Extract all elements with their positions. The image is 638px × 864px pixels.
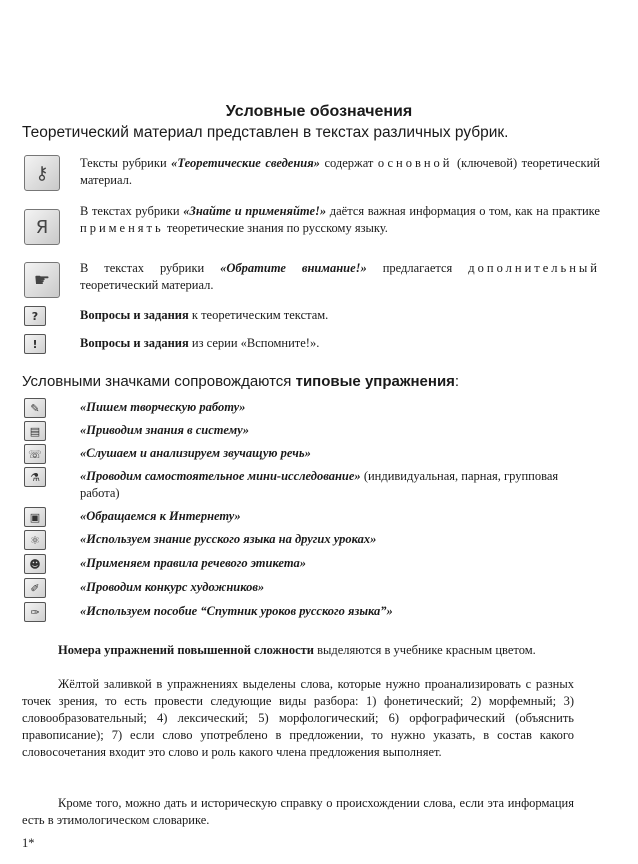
exercise-item: [24, 421, 584, 441]
exercise-item: [24, 554, 584, 574]
paragraph-history: Кроме того, можно дать и историческую справку о происхождении слова, если эта информация есть в этимологическом словарике.: [22, 796, 574, 827]
rubric-theory-text: Тексты рубрики «Теоретические сведения» содержат основной (ключевой) теоретический материал.: [80, 156, 600, 187]
exercise-label: «Обращаемся к Интернету»: [80, 509, 241, 523]
exercise-item: [24, 578, 584, 598]
question-mark-icon: ?: [24, 306, 46, 326]
exercise-label: «Применяем правила речевого этикета»: [80, 556, 307, 570]
letter-ya-icon: Я: [24, 209, 60, 245]
exercises-heading: Условными значками сопровождаются типовые упражнения:: [22, 373, 460, 390]
computer-icon: ▣: [24, 507, 46, 527]
rubric-attention-text: В текстах рубрики «Обратите внимание!» предлагается дополнительный теоретический материал.: [80, 261, 600, 292]
exercise-label: «Проводим самостоятельное мини-исследование» (индивидуальная, парная, групповая работа): [80, 469, 559, 500]
page-title: Условные обозначения: [225, 103, 413, 120]
exercise-label: «Используем знание русского языка на других уроках»: [80, 532, 377, 546]
exercise-label: «Проводим конкурс художников»: [80, 580, 265, 594]
exercise-label: «Пишем творческую работу»: [80, 400, 246, 414]
exercise-item: [24, 398, 584, 418]
exclamation-mark-icon: !: [24, 334, 46, 354]
brush-icon: ✐: [24, 578, 46, 598]
people-icon: ☻: [24, 554, 46, 574]
exercise-label: «Используем пособие “Спутник уроков русского языка”»: [80, 604, 393, 618]
paragraph-yellow-fill: Жёлтой заливкой в упражнениях выделены слова, которые нужно проанализировать с разных точек зрения, то есть провести следующие виды разбора: 1) фонетический; 2) морфемный; 3) словообразовательный; 4) лексический; 5) морфологический; 6) орфографический (объяснить правописание); 7) если слово употреблено в предложении, то нужно указать, в состав какого словосочетания входит это слово и роль какого члена предложения выполняет.: [22, 677, 574, 759]
lead-text: Теоретический материал представлен в текстах различных рубрик.: [22, 124, 509, 141]
book-pen-icon: ✑: [24, 602, 46, 622]
questions-remember-text: Вопросы и задания из серии «Вспомните!».: [80, 336, 320, 350]
books-icon: ▤: [24, 421, 46, 441]
questions-remember-row: [24, 334, 584, 356]
exercise-label: «Слушаем и анализируем звучащую речь»: [80, 446, 311, 460]
exercise-label: «Приводим знания в систему»: [80, 423, 249, 437]
atom-icon: ⚛: [24, 530, 46, 550]
microscope-icon: ⚗: [24, 467, 46, 487]
rubric-theory: [24, 153, 600, 193]
ear-icon: ☏: [24, 444, 46, 464]
paragraph-difficulty: Номера упражнений повышенной сложности выделяются в учебнике красным цветом.: [58, 643, 536, 657]
rubric-know-apply: [24, 201, 600, 257]
questions-theory-text: Вопросы и задания к теоретическим текстам.: [80, 308, 329, 322]
attention-hand-icon: ☛: [24, 262, 60, 298]
exercise-item: [24, 530, 584, 550]
key-icon: ⚷: [24, 155, 60, 191]
exercise-item: [24, 467, 584, 503]
exercise-item: [24, 444, 584, 464]
rubric-attention: [24, 258, 600, 298]
pen-icon: ✎: [24, 398, 46, 418]
exercise-item: [24, 602, 584, 622]
questions-theory-row: [24, 306, 584, 328]
rubric-know-apply-text: В текстах рубрики «Знайте и применяйте!» даётся важная информация о том, как на практике применять теоретические знания по русскому языку.: [80, 204, 600, 235]
exercise-item: [24, 507, 584, 527]
page-footer: 1*: [22, 836, 35, 850]
